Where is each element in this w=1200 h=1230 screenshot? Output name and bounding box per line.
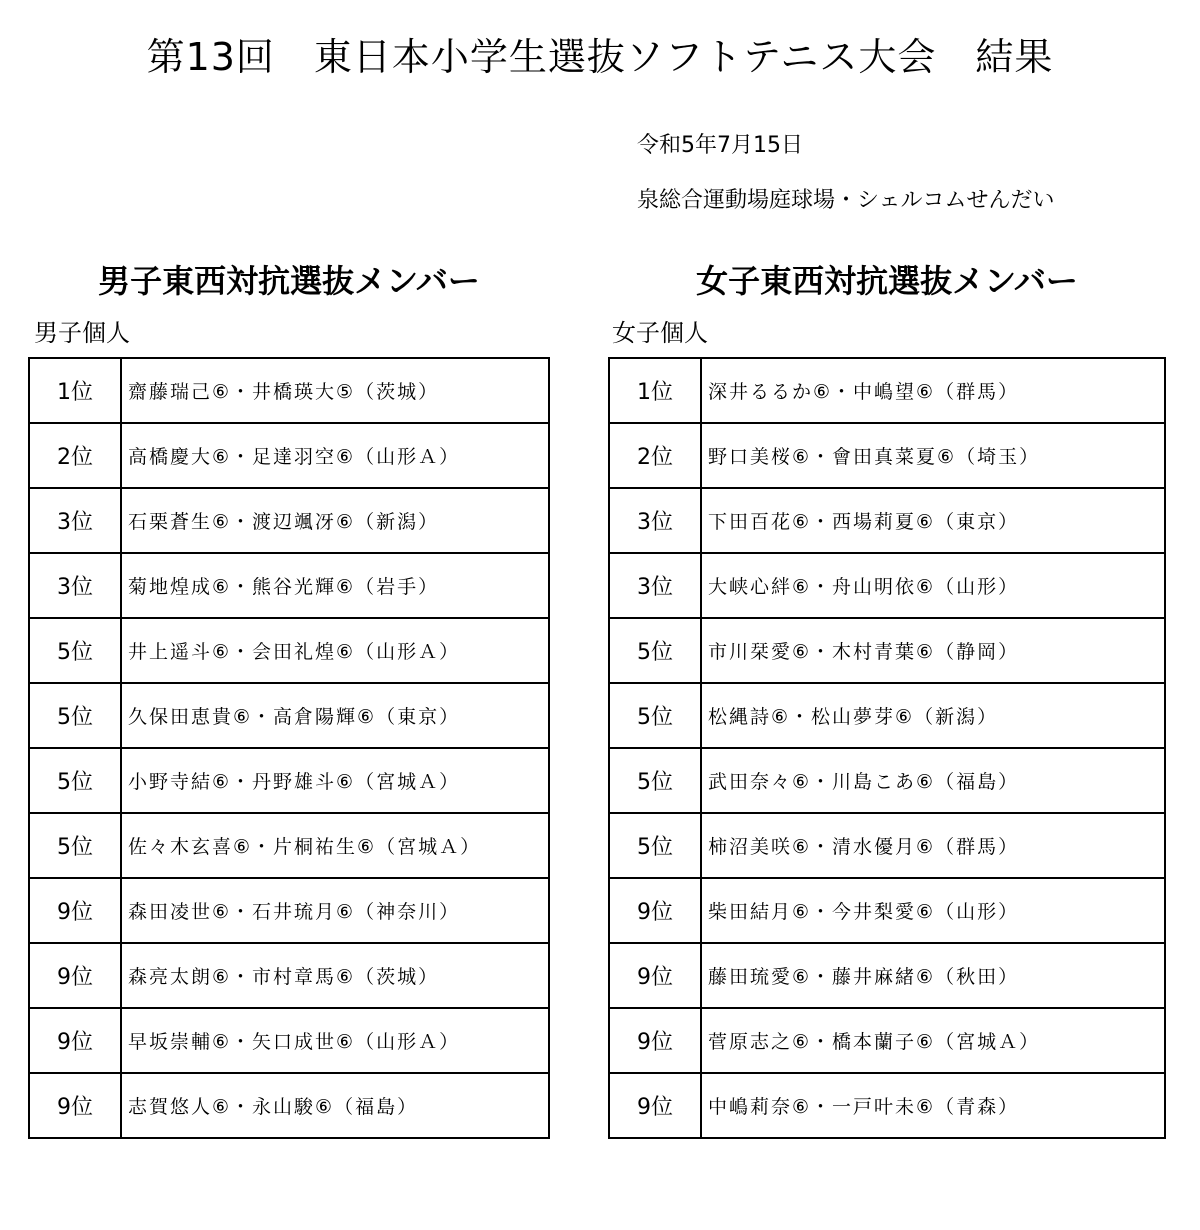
rank-cell: 3位 <box>29 488 121 553</box>
boys-individual-label: 男子個人 <box>34 319 130 347</box>
pair-names-cell: 高橋慶大⑥・足達羽空⑥（山形Ａ） <box>121 423 549 488</box>
pair-names-cell: 柿沼美咲⑥・清水優月⑥（群馬） <box>701 813 1165 878</box>
rank-cell: 9位 <box>609 1073 701 1138</box>
pair-names-cell: 武田奈々⑥・川島こあ⑥（福島） <box>701 748 1165 813</box>
pair-names-cell: 久保田恵貴⑥・高倉陽輝⑥（東京） <box>121 683 549 748</box>
table-row <box>29 358 549 423</box>
rank-cell: 9位 <box>29 943 121 1008</box>
pair-names-cell: 下田百花⑥・西場莉夏⑥（東京） <box>701 488 1165 553</box>
rank-cell: 5位 <box>609 813 701 878</box>
pair-names-cell: 藤田琉愛⑥・藤井麻緒⑥（秋田） <box>701 943 1165 1008</box>
rank-cell: 5位 <box>29 618 121 683</box>
pair-names-cell: 森亮太朗⑥・市村章馬⑥（茨城） <box>121 943 549 1008</box>
girls-section-heading: 女子東西対抗選抜メンバー <box>696 262 1078 300</box>
table-row <box>29 488 549 553</box>
table-row <box>609 813 1165 878</box>
pair-names-cell: 森田凌世⑥・石井琉月⑥（神奈川） <box>121 878 549 943</box>
rank-cell: 2位 <box>29 423 121 488</box>
table-row <box>609 553 1165 618</box>
rank-cell: 3位 <box>29 553 121 618</box>
rank-cell: 5位 <box>609 618 701 683</box>
event-date: 令和5年7月15日 <box>637 133 803 158</box>
rank-cell: 3位 <box>609 553 701 618</box>
rank-cell: 9位 <box>609 878 701 943</box>
event-venue: 泉総合運動場庭球場・シェルコムせんだい <box>637 188 1055 213</box>
table-row <box>29 943 549 1008</box>
table-row <box>29 423 549 488</box>
table-row <box>29 683 549 748</box>
table-row <box>609 1073 1165 1138</box>
table-row <box>29 748 549 813</box>
rank-cell: 9位 <box>609 1008 701 1073</box>
table-row <box>609 943 1165 1008</box>
pair-names-cell: 柴田結月⑥・今井梨愛⑥（山形） <box>701 878 1165 943</box>
girls-individual-label: 女子個人 <box>612 319 708 347</box>
table-row <box>609 878 1165 943</box>
pair-names-cell: 齋藤瑞己⑥・井橋瑛大⑤（茨城） <box>121 358 549 423</box>
table-row <box>29 553 549 618</box>
page-title: 第13回 東日本小学生選抜ソフトテニス大会 結果 <box>146 35 1054 79</box>
table-row <box>609 748 1165 813</box>
table-row <box>29 878 549 943</box>
table-row <box>29 813 549 878</box>
table-row <box>609 1008 1165 1073</box>
pair-names-cell: 市川栞愛⑥・木村青葉⑥（静岡） <box>701 618 1165 683</box>
rank-cell: 2位 <box>609 423 701 488</box>
table-row <box>609 423 1165 488</box>
table-row <box>609 358 1165 423</box>
boys-results-table <box>28 357 550 1139</box>
rank-cell: 9位 <box>29 878 121 943</box>
pair-names-cell: 早坂崇輔⑥・矢口成世⑥（山形Ａ） <box>121 1008 549 1073</box>
table-row <box>29 1008 549 1073</box>
table-row <box>609 488 1165 553</box>
rank-cell: 9位 <box>609 943 701 1008</box>
pair-names-cell: 中嶋莉奈⑥・一戸叶未⑥（青森） <box>701 1073 1165 1138</box>
pair-names-cell: 小野寺結⑥・丹野雄斗⑥（宮城Ａ） <box>121 748 549 813</box>
pair-names-cell: 井上遥斗⑥・会田礼煌⑥（山形Ａ） <box>121 618 549 683</box>
pair-names-cell: 石栗蒼生⑥・渡辺颯冴⑥（新潟） <box>121 488 549 553</box>
pair-names-cell: 深井るるか⑥・中嶋望⑥（群馬） <box>701 358 1165 423</box>
rank-cell: 5位 <box>609 748 701 813</box>
rank-cell: 1位 <box>609 358 701 423</box>
rank-cell: 9位 <box>29 1073 121 1138</box>
rank-cell: 5位 <box>609 683 701 748</box>
boys-section-heading: 男子東西対抗選抜メンバー <box>98 262 480 300</box>
pair-names-cell: 野口美桜⑥・會田真菜夏⑥（埼玉） <box>701 423 1165 488</box>
rank-cell: 1位 <box>29 358 121 423</box>
rank-cell: 3位 <box>609 488 701 553</box>
pair-names-cell: 大峡心絆⑥・舟山明依⑥（山形） <box>701 553 1165 618</box>
pair-names-cell: 菅原志之⑥・橋本蘭子⑥（宮城Ａ） <box>701 1008 1165 1073</box>
rank-cell: 5位 <box>29 813 121 878</box>
girls-results-table <box>608 357 1166 1139</box>
rank-cell: 5位 <box>29 683 121 748</box>
rank-cell: 5位 <box>29 748 121 813</box>
table-row <box>609 683 1165 748</box>
pair-names-cell: 松縄詩⑥・松山夢芽⑥（新潟） <box>701 683 1165 748</box>
pair-names-cell: 菊地煌成⑥・熊谷光輝⑥（岩手） <box>121 553 549 618</box>
table-row <box>609 618 1165 683</box>
table-row <box>29 1073 549 1138</box>
pair-names-cell: 佐々木玄喜⑥・片桐祐生⑥（宮城Ａ） <box>121 813 549 878</box>
rank-cell: 9位 <box>29 1008 121 1073</box>
pair-names-cell: 志賀悠人⑥・永山駿⑥（福島） <box>121 1073 549 1138</box>
table-row <box>29 618 549 683</box>
